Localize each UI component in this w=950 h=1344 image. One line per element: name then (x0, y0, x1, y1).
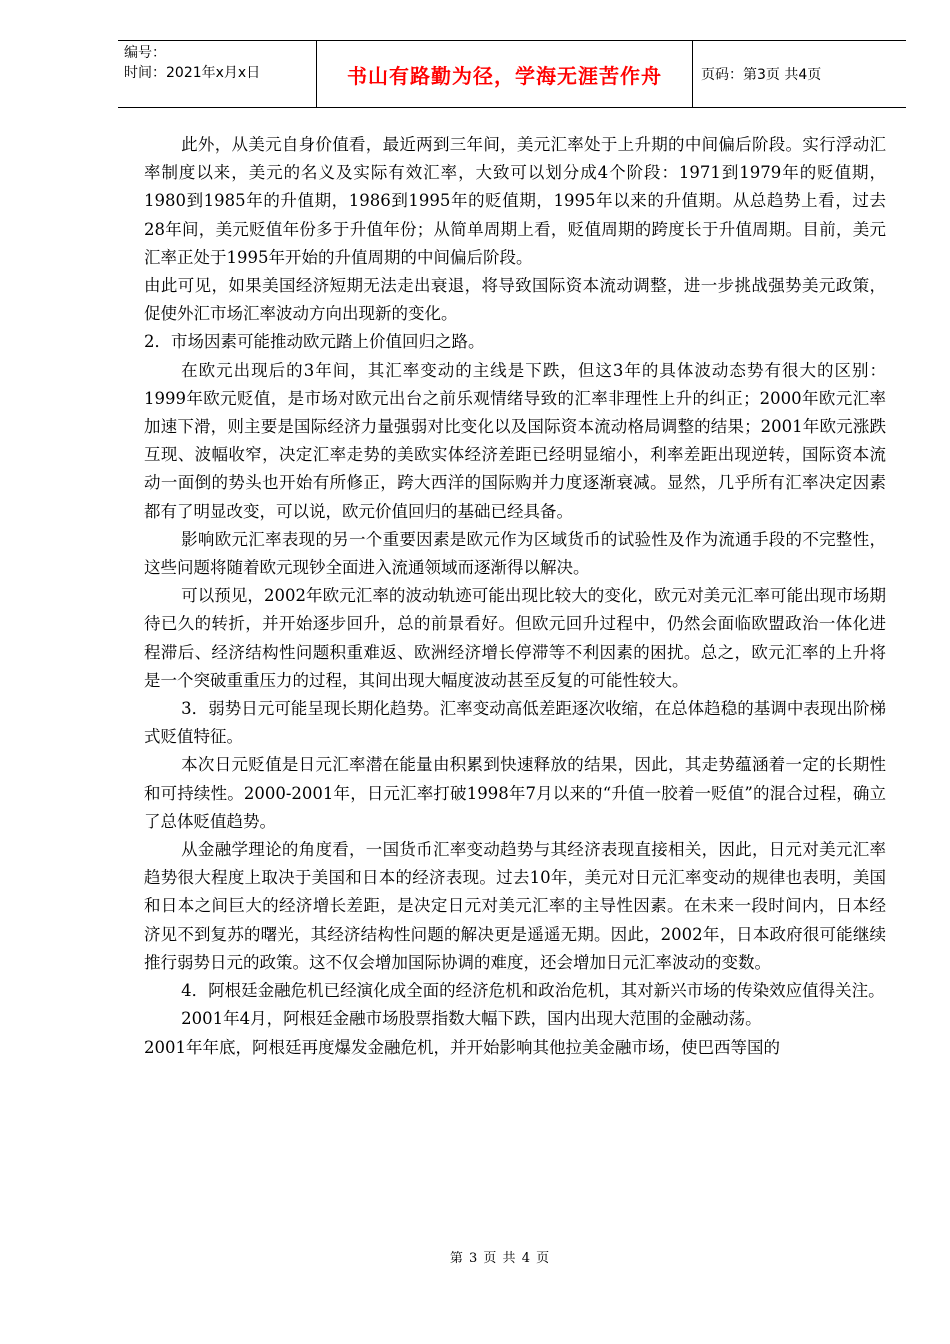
paragraph-usd-value: 此外，从美元自身价值看，最近两到三年间，美元汇率处于上升期的中间偏后阶段。实行浮动汇率制度以来，美元的名义及实际有效汇率，大致可以划分成4个阶段：1971到1979年的贬值期，1980到1985年的升值期，1986到1995年的贬值期，1995年以来的升值期。从总趋势上看，过去28年间，美元贬值年份多于升值年份；从简单周期上看，贬值周期的跨度长于升值周期。目前，美元汇率正处于1995年开始的升值周期的中间偏后阶段。 (144, 135, 886, 267)
document-number-label: 编号： (124, 45, 166, 61)
section-heading-euro: 2．市场因素可能推动欧元踏上价值回归之路。 (144, 332, 485, 352)
header-motto: 书山有路勤为径，学海无涯苦作舟 (316, 41, 693, 107)
paragraph-argentina-april: 2001年4月，阿根廷金融市场股票指数大幅下跌，国内出现大范围的金融动荡。 (181, 1009, 762, 1029)
header-meta (118, 41, 316, 107)
section-heading-yen: 3．弱势日元可能呈现长期化趋势。汇率变动高低差距逐次收缩，在总体趋稳的基调中表现出阶梯式贬值特征。 (144, 699, 886, 747)
paragraph-euro-trend: 在欧元出现后的3年间，其汇率变动的主线是下跌，但这3年的具体波动态势有很大的区别：1999年欧元贬值，是市场对欧元出台之前乐观情绪导致的汇率非理性上升的纠正；2000年欧元汇率加速下滑，则主要是国际经济力量强弱对比变化以及国际资本流动格局调整的结果；2001年欧元涨跌互现、波幅收窄，决定汇率走势的美欧实体经济差距已经明显缩小，利率差距出现逆转，国际资本流动一面倒的势头也开始有所修正，跨大西洋的国际购并力度逐渐衰减。显然，几乎所有汇率决定因素都有了明显改变，可以说，欧元价值回归的基础已经具备。 (144, 360, 886, 521)
document-time-label: 时间：2021年x月x日 (124, 65, 261, 81)
paragraph-euro-factor: 影响欧元汇率表现的另一个重要因素是欧元作为区域货币的试验性及作为流通手段的不完整性，这些问题将随着欧元现钞全面进入流通领域而逐渐得以解决。 (144, 529, 886, 578)
paragraph-yen-depreciation: 本次日元贬值是日元汇率潜在能量由积累到快速释放的结果，因此，其走势蕴涵着一定的长期性和可持续性。2000-2001年，日元汇率打破1998年7月以来的“升值一胶着一贬值”的混合过程，确立了总体贬值趋势。 (144, 755, 886, 831)
paragraph-euro-outlook: 可以预见，2002年欧元汇率的波动轨迹可能出现比较大的变化，欧元对美元汇率可能出现市场期待已久的转折，并开始逐步回升，总的前景看好。但欧元回升过程中，仍然会面临欧盟政治一体化进程滞后、经济结构性问题积重难返、欧洲经济增长停滞等不利因素的困扰。总之，欧元汇率的上升将是一个突破重重压力的过程，其间出现大幅度波动甚至反复的可能性较大。 (144, 586, 886, 690)
paragraph-conclusion: 由此可见，如果美国经济短期无法走出衰退，将导致国际资本流动调整，进一步挑战强势美元政策，促使外汇市场汇率波动方向出现新的变化。 (144, 276, 886, 324)
document-body (144, 131, 886, 1062)
page-footer: 第 3 页 共 4 页 (449, 1251, 551, 1266)
header-page-number: 页码：第3页 共4页 (701, 67, 822, 83)
paragraph-argentina-yearend: 2001年年底，阿根廷再度爆发金融危机，并开始影响其他拉美金融市场，使巴西等国的 (144, 1037, 780, 1057)
paragraph-yen-theory: 从金融学理论的角度看，一国货币汇率变动趋势与其经济表现直接相关，因此，日元对美元汇率趋势很大程度上取决于美国和日本的经济表现。过去10年，美元对日元汇率变动的规律也表明，美国和日本之间巨大的经济增长差距，是决定日元对美元汇率的主导性因素。在未来一段时间内，日本经济见不到复苏的曙光，其经济结构性问题的解决更是遥遥无期。因此，2002年，日本政府很可能继续推行弱势日元的政策。这不仅会增加国际协调的难度，还会增加日元汇率波动的变数。 (144, 840, 886, 972)
page-header (118, 40, 906, 108)
section-heading-argentina: 4．阿根廷金融危机已经演化成全面的经济危机和政治危机，其对新兴市场的传染效应值得关注。 (181, 981, 885, 1001)
